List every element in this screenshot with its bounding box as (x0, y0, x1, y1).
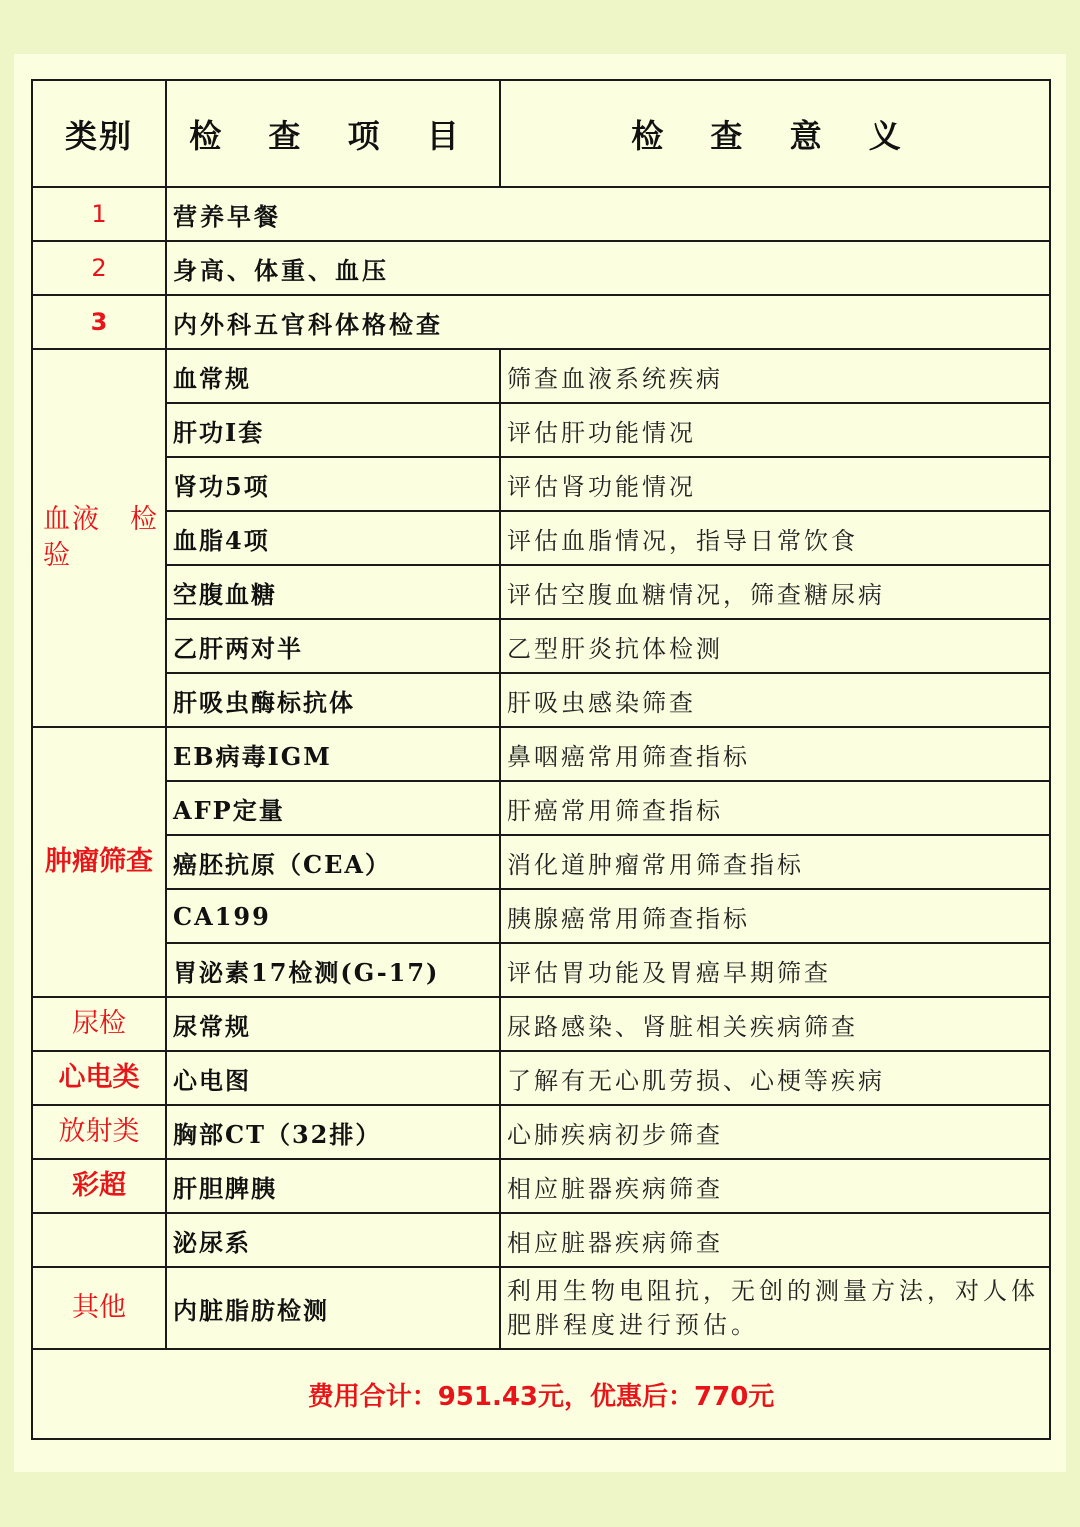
category-urine: 尿检 (32, 997, 166, 1051)
checkup-table (31, 79, 1051, 1440)
table-row (32, 997, 1050, 1051)
category-other: 其他 (32, 1267, 166, 1349)
item-meaning: 心肺疾病初步筛查 (500, 1105, 1050, 1159)
item-name: 乙肝两对半 (166, 619, 500, 673)
table-row (32, 943, 1050, 997)
item-meaning: 评估血脂情况，指导日常饮食 (500, 511, 1050, 565)
table-row (32, 619, 1050, 673)
header-item: 检 查 项 目 (166, 80, 500, 187)
item-name: 内外科五官科体格检查 (166, 295, 1050, 349)
item-meaning: 评估胃功能及胃癌早期筛查 (500, 943, 1050, 997)
table-row (32, 1267, 1050, 1349)
item-name: 肝吸虫酶标抗体 (166, 673, 500, 727)
item-name: 泌尿系 (166, 1213, 500, 1267)
item-meaning: 胰腺癌常用筛查指标 (500, 889, 1050, 943)
item-meaning: 评估肝功能情况 (500, 403, 1050, 457)
item-name: 身高、体重、血压 (166, 241, 1050, 295)
table-row (32, 1105, 1050, 1159)
table-row (32, 1051, 1050, 1105)
item-meaning: 评估肾功能情况 (500, 457, 1050, 511)
total-row (32, 1349, 1050, 1439)
item-meaning: 肝癌常用筛查指标 (500, 781, 1050, 835)
table-row (32, 1213, 1050, 1267)
item-meaning: 相应脏器疾病筛查 (500, 1159, 1050, 1213)
row-number: 1 (32, 187, 166, 241)
table-row (32, 511, 1050, 565)
item-name: 血常规 (166, 349, 500, 403)
item-name: EB病毒IGM (166, 727, 500, 781)
item-meaning: 相应脏器疾病筛查 (500, 1213, 1050, 1267)
item-name: 空腹血糖 (166, 565, 500, 619)
row-number: 2 (32, 241, 166, 295)
item-meaning: 乙型肝炎抗体检测 (500, 619, 1050, 673)
category-radiology: 放射类 (32, 1105, 166, 1159)
table-row (32, 727, 1050, 781)
table-row (32, 889, 1050, 943)
total-cost: 费用合计：951.43元，优惠后：770元 (32, 1349, 1050, 1439)
item-name: 肝功Ⅰ套 (166, 403, 500, 457)
table-row (32, 835, 1050, 889)
category-tumor: 肿瘤筛查 (32, 727, 166, 997)
table-row (32, 1159, 1050, 1213)
item-meaning: 了解有无心肌劳损、心梗等疾病 (500, 1051, 1050, 1105)
item-name: 肝胆脾胰 (166, 1159, 500, 1213)
item-name: 内脏脂肪检测 (166, 1267, 500, 1349)
item-meaning: 评估空腹血糖情况，筛查糖尿病 (500, 565, 1050, 619)
item-name: 营养早餐 (166, 187, 1050, 241)
table-row (32, 565, 1050, 619)
table-row (32, 403, 1050, 457)
table-row (32, 187, 1050, 241)
item-name: 癌胚抗原（CEA） (166, 835, 500, 889)
item-name: 尿常规 (166, 997, 500, 1051)
table-row (32, 295, 1050, 349)
category-empty (32, 1213, 166, 1267)
item-meaning: 筛查血液系统疾病 (500, 349, 1050, 403)
item-name: 心电图 (166, 1051, 500, 1105)
header-meaning: 检 查 意 义 (500, 80, 1050, 187)
table-row (32, 673, 1050, 727)
item-name: CA199 (166, 889, 500, 943)
item-name: 胃泌素17检测(G-17) (166, 943, 500, 997)
item-name: AFP定量 (166, 781, 500, 835)
item-meaning: 肝吸虫感染筛查 (500, 673, 1050, 727)
item-name: 血脂4项 (166, 511, 500, 565)
row-number: 3 (32, 295, 166, 349)
item-meaning: 消化道肿瘤常用筛查指标 (500, 835, 1050, 889)
item-name: 胸部CT（32排） (166, 1105, 500, 1159)
item-meaning: 尿路感染、肾脏相关疾病筛查 (500, 997, 1050, 1051)
table-row (32, 457, 1050, 511)
table-row (32, 241, 1050, 295)
table-row (32, 349, 1050, 403)
item-meaning: 鼻咽癌常用筛查指标 (500, 727, 1050, 781)
item-name: 肾功5项 (166, 457, 500, 511)
category-ultrasound: 彩超 (32, 1159, 166, 1213)
table-header (32, 80, 1050, 187)
category-blood: 血液 检验 (32, 349, 166, 727)
table-row (32, 781, 1050, 835)
category-ecg: 心电类 (32, 1051, 166, 1105)
header-category: 类别 (32, 80, 166, 187)
item-meaning: 利用生物电阻抗，无创的测量方法，对人体肥胖程度进行预估。 (500, 1267, 1050, 1349)
